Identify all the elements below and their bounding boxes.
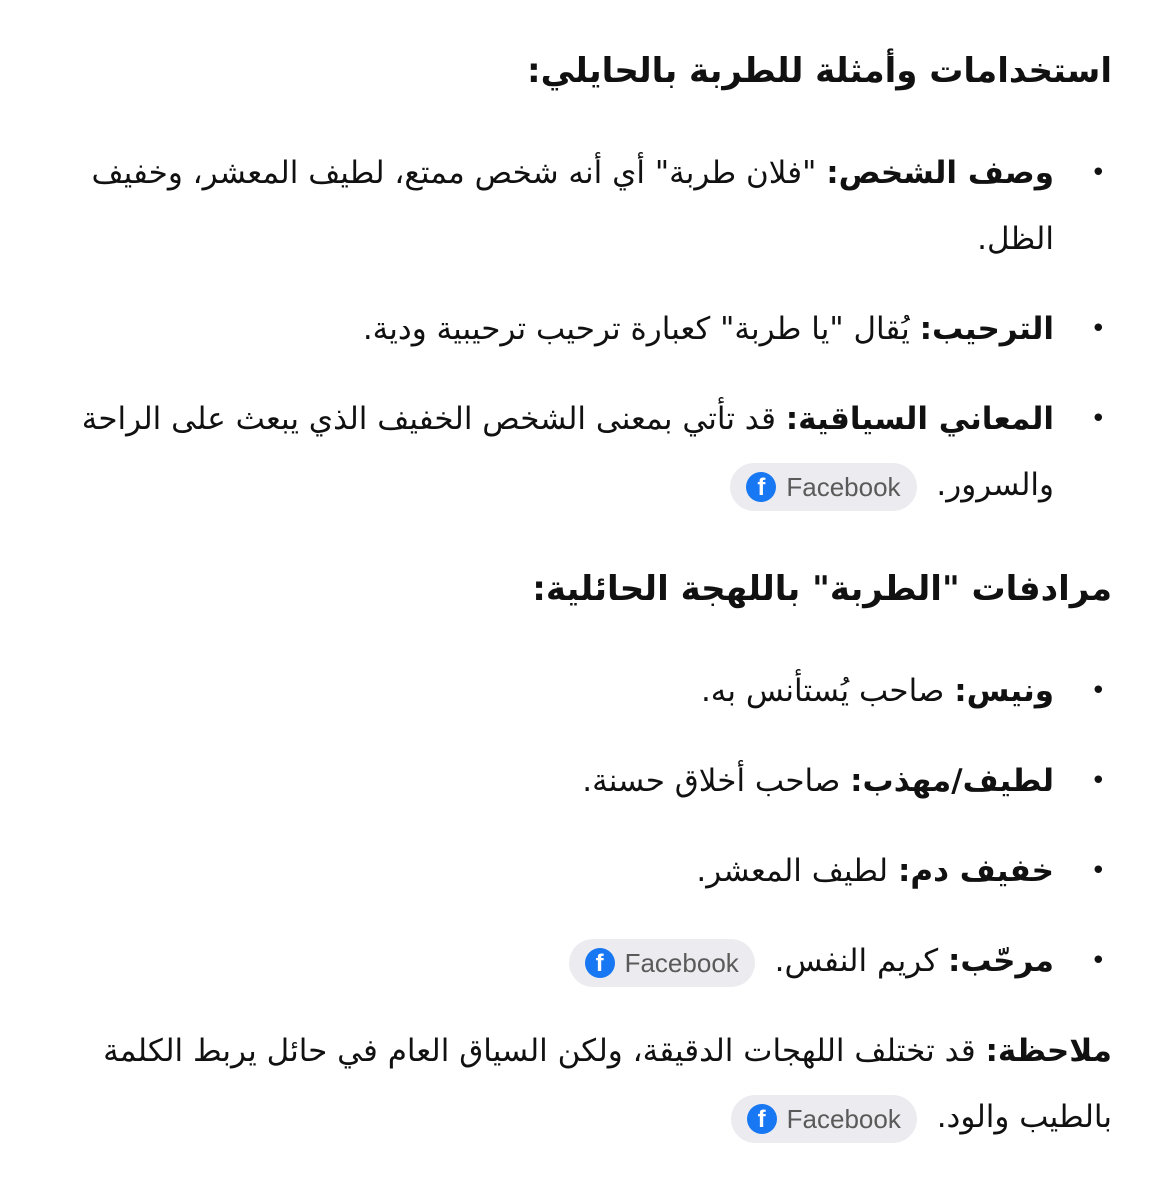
note-paragraph [44, 1018, 1112, 1150]
item-text: كريم النفس. [774, 943, 948, 979]
list-item [44, 838, 1106, 904]
item-text: لطيف المعشر. [696, 853, 898, 889]
item-term: وصف الشخص: [826, 155, 1054, 191]
item-text: صاحب يُستأنس به. [700, 673, 955, 709]
item-text: يُقال "يا طربة" كعبارة ترحيب ترحيبية ودية. [362, 311, 920, 347]
item-term: خفيف دم: [897, 853, 1054, 889]
usages-list [44, 140, 1112, 518]
item-text: قد تأتي بمعنى الشخص الخفيف الذي يبعث على الراحة والسرور. [81, 401, 1054, 503]
bullet: • [1090, 856, 1106, 886]
list-item [44, 658, 1106, 724]
source-chip-label: Facebook [786, 471, 901, 502]
bullet: • [1090, 404, 1106, 434]
item-text: "فلان طربة" أي أنه شخص ممتع، لطيف المعشر، وخفيف الظل. [91, 155, 1054, 257]
section-heading-usages: استخدامات وأمثلة للطربة بالحايلي: [527, 51, 1112, 91]
list-item [44, 386, 1106, 518]
source-chip-label: Facebook [786, 1103, 901, 1134]
source-chip-facebook[interactable] [730, 463, 916, 511]
section-heading-synonyms: مرادفات "الطربة" باللهجة الحائلية: [532, 569, 1112, 609]
list-item [44, 140, 1106, 272]
bullet: • [1090, 946, 1106, 976]
note-text: قد تختلف اللهجات الدقيقة، ولكن السياق العام في حائل يربط الكلمة بالطيب والود. [103, 1033, 1112, 1135]
bullet: • [1090, 766, 1106, 796]
item-text: صاحب أخلاق حسنة. [582, 763, 851, 799]
facebook-icon: f [747, 1104, 777, 1134]
list-item [44, 928, 1106, 994]
bullet: • [1090, 158, 1106, 188]
facebook-icon: f [585, 948, 615, 978]
source-chip-facebook[interactable] [569, 939, 755, 987]
item-term: ونيس: [954, 673, 1054, 709]
list-item [44, 296, 1106, 362]
note-term: ملاحظة: [985, 1033, 1112, 1069]
item-term: الترحيب: [919, 311, 1054, 347]
item-term: المعاني السياقية: [785, 401, 1054, 437]
list-item [44, 748, 1106, 814]
source-chip-facebook[interactable] [731, 1095, 917, 1143]
bullet: • [1090, 314, 1106, 344]
item-term: لطيف/مهذب: [850, 763, 1054, 799]
synonyms-list [44, 658, 1112, 994]
bullet: • [1090, 676, 1106, 706]
facebook-icon: f [746, 472, 776, 502]
source-chip-label: Facebook [624, 947, 739, 978]
item-term: مرحّب: [947, 943, 1054, 979]
